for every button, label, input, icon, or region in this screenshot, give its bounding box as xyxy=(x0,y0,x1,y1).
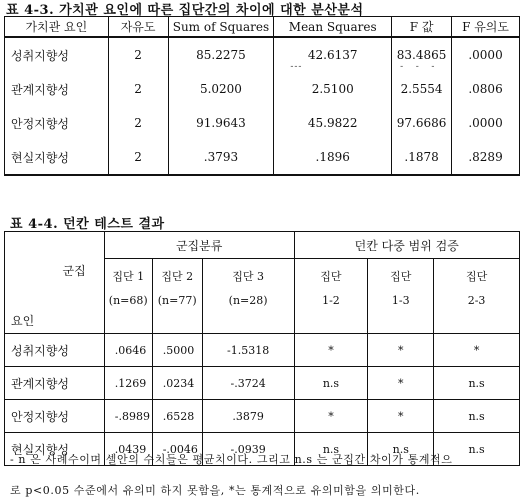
f-cell: 97.6686 xyxy=(392,106,452,140)
factor-cell: 성취지향성 xyxy=(5,37,109,72)
footnote-line-2: 로 p<0.05 수준에서 유의미 하지 못함을, *는 통계적으로 유의미함을 의미한다. xyxy=(10,484,420,497)
df-cell: 2 xyxy=(108,106,168,140)
group-label: 집단 2 xyxy=(161,270,194,283)
significance-cell: * xyxy=(368,400,434,433)
comparison-label: 집단 xyxy=(390,270,412,283)
comparison-header xyxy=(434,259,520,334)
df-cell: 2 xyxy=(108,140,168,175)
significance-cell: * xyxy=(294,334,368,367)
ss-cell: 91.9643 xyxy=(168,106,274,140)
table-row xyxy=(5,334,520,367)
mean-cell: .5000 xyxy=(152,334,202,367)
mean-cell: -.0046 xyxy=(152,433,202,466)
table2-caption: 표 4-4. 던칸 테스트 결과 xyxy=(10,217,165,232)
column-header: Mean Squares xyxy=(274,17,392,38)
ms-cell: 45.9822 xyxy=(274,106,392,140)
table-row xyxy=(5,37,520,72)
table-row xyxy=(5,72,520,106)
table-row xyxy=(5,106,520,140)
duncan-table xyxy=(4,231,520,466)
duncan-header: 던칸 다중 범위 검증 xyxy=(294,232,519,259)
group-label: 집단 3 xyxy=(232,270,264,283)
mean-cell: -.3724 xyxy=(202,367,294,400)
factor-cell: 관계지향성 xyxy=(5,367,105,400)
comparison-pair: 1-2 xyxy=(322,294,340,307)
significance-cell: n.s xyxy=(434,433,520,466)
factor-cell: 안정지향성 xyxy=(5,106,109,140)
cluster-header: 군집분류 xyxy=(104,232,294,259)
table-header-row xyxy=(5,17,520,38)
sig-cell: .0806 xyxy=(452,72,520,106)
ss-cell: 85.2275 xyxy=(168,37,274,72)
table-row xyxy=(5,400,520,433)
significance-cell: * xyxy=(294,400,368,433)
column-header: F 값 xyxy=(392,17,452,38)
column-header: 자유도 xyxy=(108,17,168,38)
significance-cell: n.s xyxy=(434,400,520,433)
mean-cell: .1269 xyxy=(104,367,152,400)
ms-cell: .1896 xyxy=(274,140,392,175)
mean-cell: -.8989 xyxy=(104,400,152,433)
column-header: 가치관 요인 xyxy=(5,17,109,38)
significance-cell: n.s xyxy=(368,433,434,466)
f-cell xyxy=(392,37,452,72)
scan-mark: --- xyxy=(290,62,303,72)
factor-cell: 성취지향성 xyxy=(5,334,105,367)
ss-cell: 5.0200 xyxy=(168,72,274,106)
column-header: Sum of Squares xyxy=(168,17,274,38)
comparison-pair: 2-3 xyxy=(467,294,486,307)
df-cell: 2 xyxy=(108,72,168,106)
mean-cell: .6528 xyxy=(152,400,202,433)
factor-cell: 현실지향성 xyxy=(5,140,109,175)
mean-cell: -1.5318 xyxy=(202,334,294,367)
anova-table xyxy=(4,16,520,176)
significance-cell: n.s xyxy=(434,367,520,400)
table1-caption: 표 4-3. 가치관 요인에 따른 집단간의 차이에 대한 분산분석 xyxy=(6,3,364,18)
significance-cell: * xyxy=(368,334,434,367)
comparison-label: 집단 xyxy=(320,270,342,283)
group-label: 집단 1 xyxy=(112,270,145,283)
mean-cell: .0646 xyxy=(104,334,152,367)
significance-cell: n.s xyxy=(294,433,368,466)
sig-cell: .0000 xyxy=(452,106,520,140)
significance-cell: n.s xyxy=(294,367,368,400)
comparison-pair: 1-3 xyxy=(391,294,410,307)
f-cell: 2.5554 xyxy=(392,72,452,106)
mean-cell: .0234 xyxy=(152,367,202,400)
f-cell: .1878 xyxy=(392,140,452,175)
ms-cell xyxy=(274,37,392,72)
group-n: (n=28) xyxy=(228,294,268,307)
corner-top-label: 군집 xyxy=(62,264,86,278)
comparison-label: 집단 xyxy=(465,270,488,283)
group-header xyxy=(104,259,152,334)
comparison-header xyxy=(368,259,434,334)
comparison-header xyxy=(294,259,368,334)
footnote-line-1: - n 은 사례수이며 셀안의 수치들은 평균치이다. 그리고 n.s 는 군집간 차이가 통계적으 xyxy=(10,453,453,466)
df-cell: 2 xyxy=(108,37,168,72)
corner-cell xyxy=(5,232,105,334)
significance-cell: * xyxy=(434,334,520,367)
factor-cell: 관계지향성 xyxy=(5,72,109,106)
ss-cell: .3793 xyxy=(168,140,274,175)
group-n: (n=68) xyxy=(108,294,148,307)
group-header xyxy=(152,259,202,334)
group-n: (n=77) xyxy=(157,294,197,307)
sig-cell: .8289 xyxy=(452,140,520,175)
scan-mark: - - - xyxy=(400,62,436,72)
mean-cell: .0439 xyxy=(104,433,152,466)
factor-cell: 현실지향성 xyxy=(5,433,105,466)
corner-bottom-label: 요인 xyxy=(11,314,35,328)
mean-cell: .3879 xyxy=(202,400,294,433)
ms-value: 42.6137 xyxy=(307,48,358,62)
column-header: F 유의도 xyxy=(452,17,520,38)
table-row xyxy=(5,140,520,175)
table-header-row xyxy=(5,232,520,259)
significance-cell: * xyxy=(368,367,434,400)
f-value: 83.4865 xyxy=(396,48,447,62)
group-header xyxy=(202,259,294,334)
ms-cell: 2.5100 xyxy=(274,72,392,106)
table-row xyxy=(5,367,520,400)
mean-cell: -.0939 xyxy=(202,433,294,466)
factor-cell: 안정지향성 xyxy=(5,400,105,433)
sig-cell: .0000 xyxy=(452,37,520,72)
